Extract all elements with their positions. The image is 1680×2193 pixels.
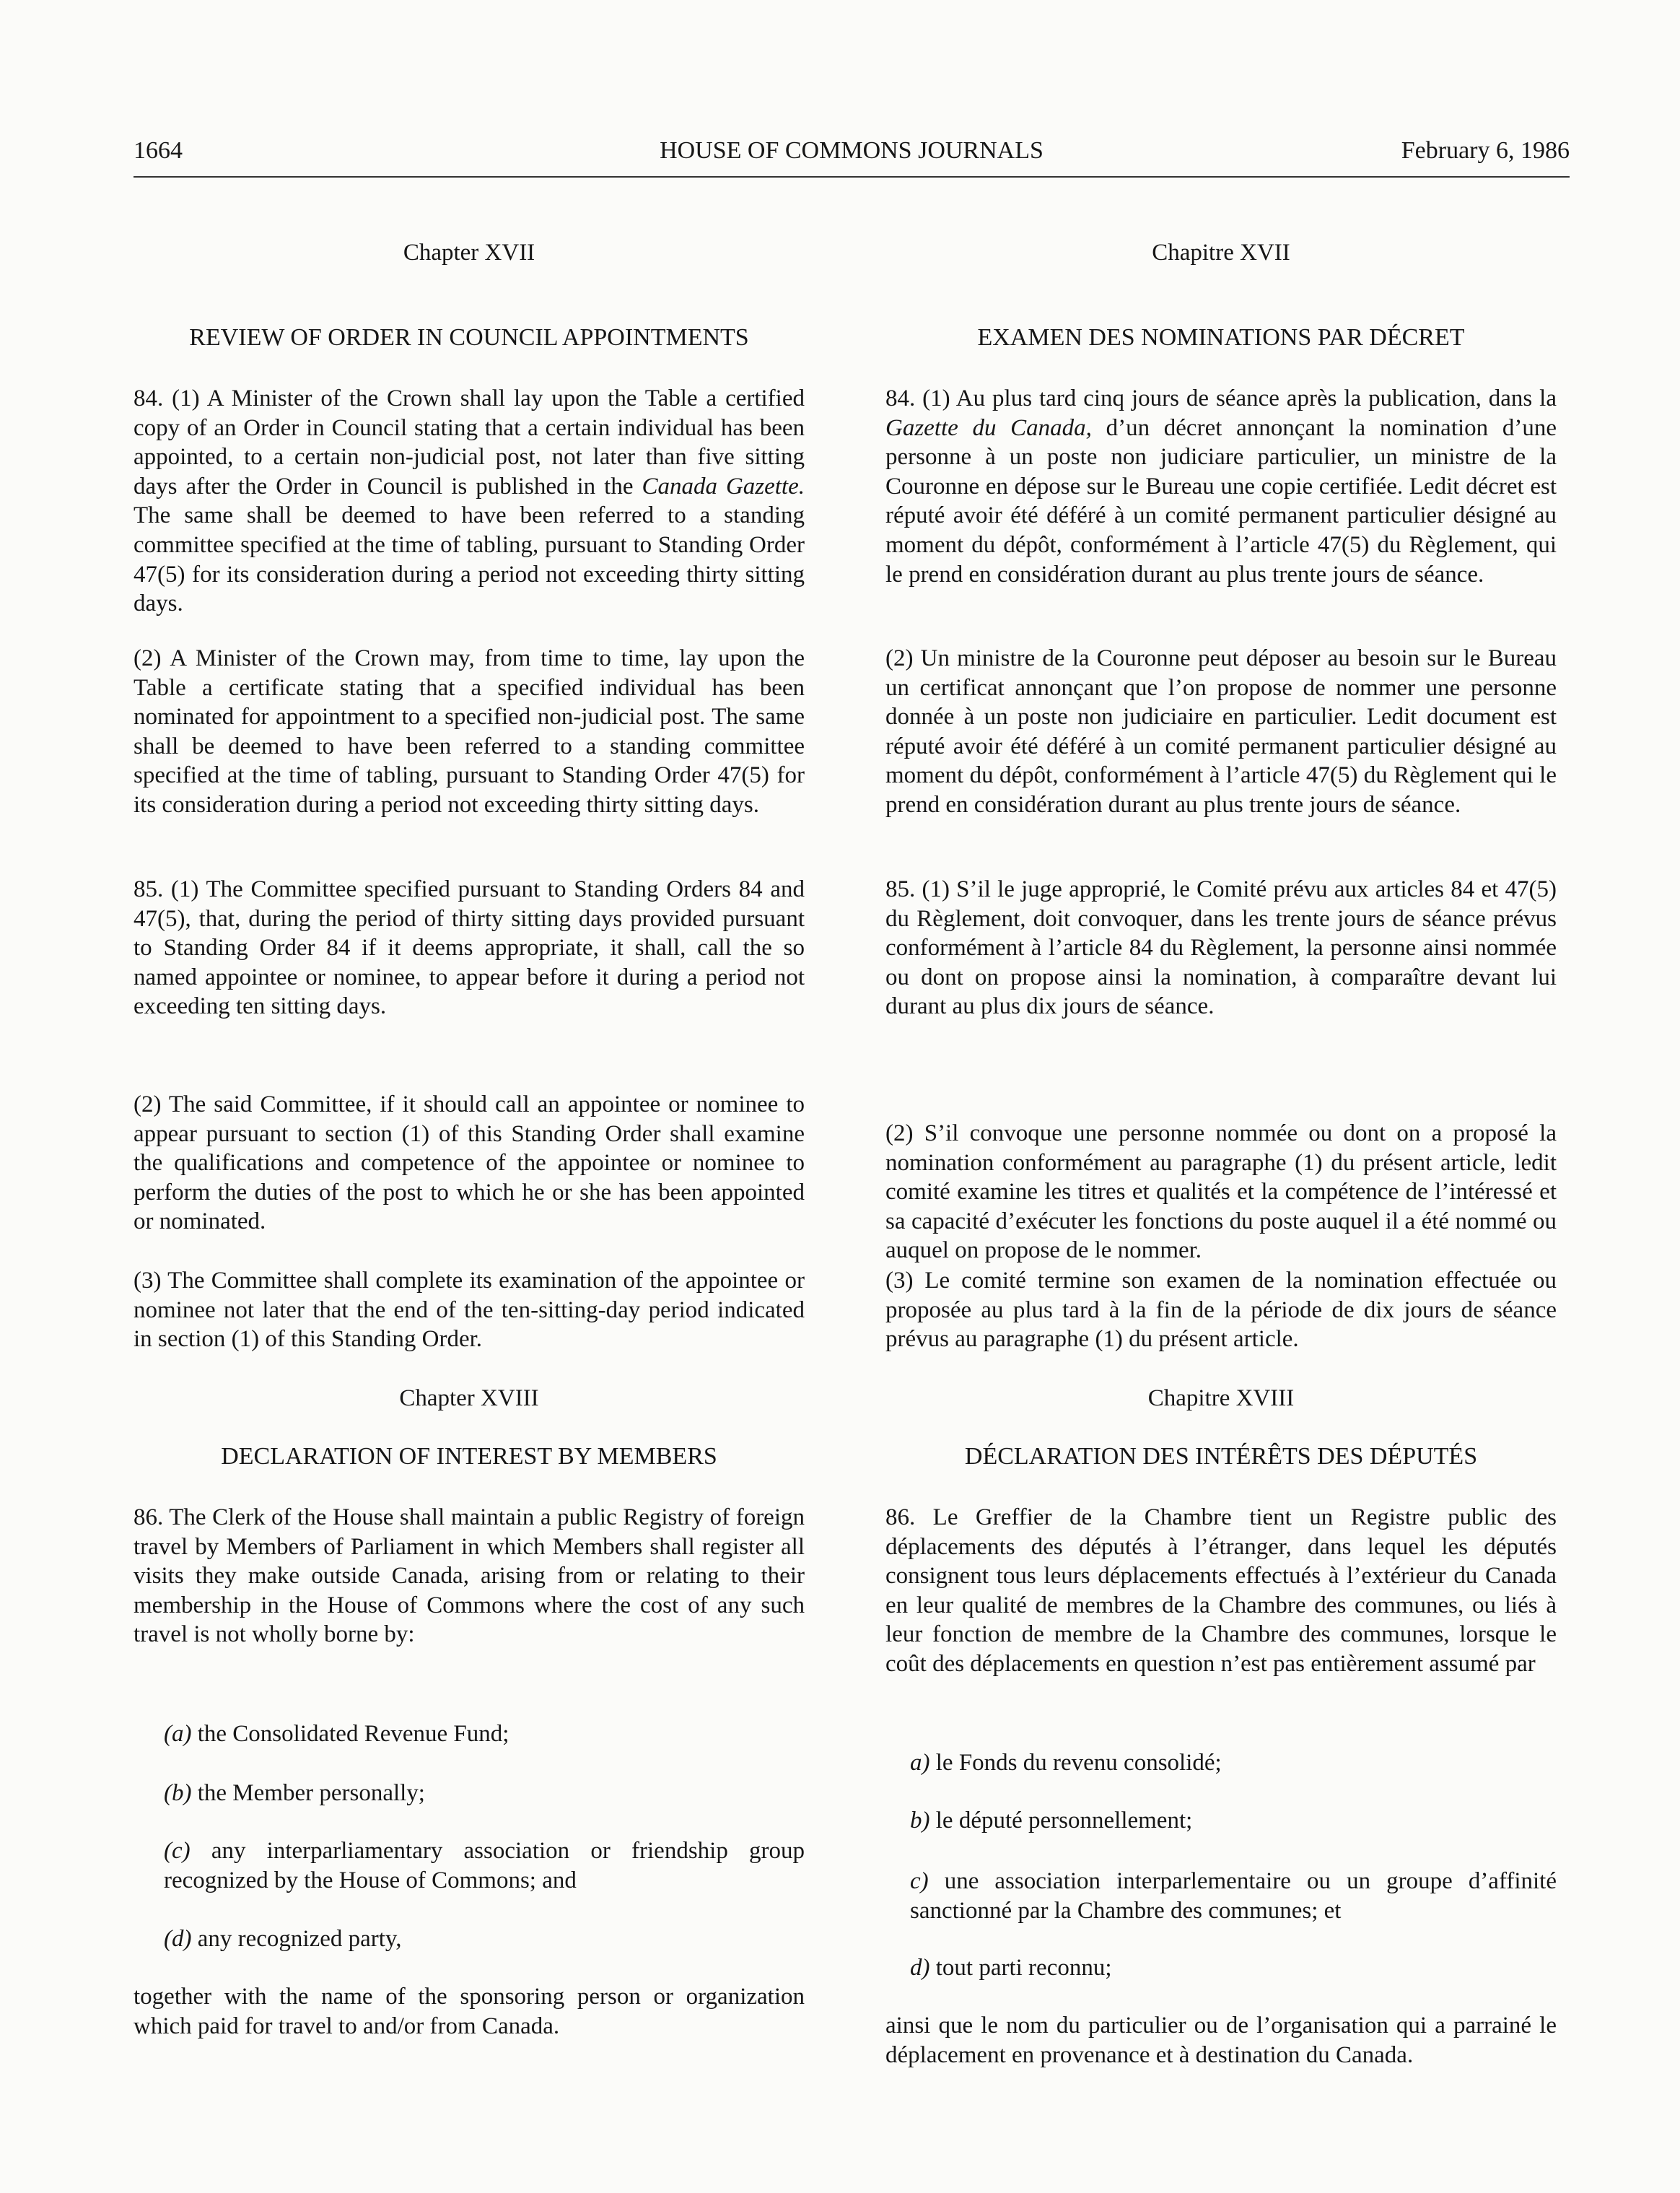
paragraph-85-2: (2) S’il convoque une personne nommée ou dont on a proposé la nomination conformément au paragraphe (1) du présent article, ledit comité examine les titres et qualités et la compétence de l’intéressé et sa capacité d’exécuter les fonctions du poste auquel il a été nommé ou auquel on propose de le nommer. bbox=[885, 1120, 1557, 1264]
chapter-heading: Chapitre XVIII bbox=[1147, 1385, 1295, 1411]
list-item: (a) the Consolidated Revenue Fund; bbox=[164, 1721, 509, 1747]
section-heading: REVIEW OF ORDER IN COUNCIL APPOINTMENTS bbox=[189, 324, 749, 351]
page-number: 1664 bbox=[134, 137, 183, 164]
list-item: d) tout parti reconnu; bbox=[910, 1955, 1112, 1981]
paragraph-86: 86. Le Greffier de la Chambre tient un Registre public des déplacements des députés à l’étranger, dans lequel les députés consignent tous leurs déplacements effectués à l’extérieur du Canada en leur qualité de membres de la Chambre des communes, ou liés à leur fonction de membre de la Chambre des communes, lorsque le coût des déplacements en question n’est pas entièrement assumé par bbox=[885, 1504, 1557, 1677]
list-item: (c) any interparliamentary association or friendship group recognized by the House of Commons; and bbox=[164, 1838, 805, 1893]
section-heading: DÉCLARATION DES INTÉRÊTS DES DÉPUTÉS bbox=[964, 1443, 1478, 1470]
closing-paragraph: ainsi que le nom du particulier ou de l’organisation qui a parrainé le déplacement en provenance et à destination du Canada. bbox=[885, 2013, 1557, 2068]
list-item: (d) any recognized party, bbox=[164, 1926, 402, 1952]
paragraph-84-1: 84. (1) Au plus tard cinq jours de séance après la publication, dans la Gazette du Canada, d’un décret annonçant la nomination d’une personne à un poste non judiciare particulier, un ministre de la Couronne en dépose sur le Bureau une copie certifiée. Ledit décret est réputé avoir été déféré à un comité permanent particulier désigné au moment du dépôt, conformément à l’article 47(5) du Règlement, qui le prend en considération durant au plus trente jours de séance. bbox=[885, 385, 1557, 588]
paragraph-84-2: (2) A Minister of the Crown may, from time to time, lay upon the Table a certificate stating that a specified individual has been nominated for appointment to a specified non-judicial post. The same shall be deemed to have been referred to a standing committee specified at the time of tabling, pursuant to Standing Order 47(5) for its consideration during a period not exceeding thirty sitting days. bbox=[134, 645, 805, 818]
journal-title: HOUSE OF COMMONS JOURNALS bbox=[660, 137, 1044, 164]
paragraph-85-1: 85. (1) S’il le juge approprié, le Comité prévu aux articles 84 et 47(5) du Règlement, doit convoquer, dans les trente jours de séance prévus conformément à l’article 84 du Règlement, la personne ainsi nommée ou dont on propose ainsi la nomination, à comparaître devant lui durant au plus dix jours de séance. bbox=[885, 876, 1557, 1020]
paragraph-85-3: (3) Le comité termine son examen de la nomination effectuée ou proposée au plus tard à la fin de la période de dix jours de séance prévus au paragraphe (1) du présent article. bbox=[885, 1268, 1557, 1353]
closing-paragraph: together with the name of the sponsoring person or organization which paid for travel to and/or from Canada. bbox=[134, 1984, 805, 2039]
paragraph-85-3: (3) The Committee shall complete its examination of the appointee or nominee not later that the end of the ten-sitting-day period indicated in section (1) of this Standing Order. bbox=[134, 1268, 805, 1353]
section-heading: DECLARATION OF INTEREST BY MEMBERS bbox=[221, 1443, 717, 1470]
list-item: (b) the Member personally; bbox=[164, 1780, 425, 1806]
paragraph-84-1: 84. (1) A Minister of the Crown shall lay upon the Table a certified copy of an Order in Council stating that a certain individual has been appointed, to a certain non-judicial post, not later than five sitting days after the Order in Council is published in the Canada Gazette. The same shall be deemed to have been referred to a standing committee specified at the time of tabling, pursuant to Standing Order 47(5) for its consideration during a period not exceeding thirty sitting days. bbox=[134, 385, 805, 617]
chapter-heading: Chapitre XVII bbox=[1152, 240, 1290, 266]
chapter-heading: Chapter XVIII bbox=[399, 1385, 539, 1411]
page-header bbox=[134, 137, 1570, 178]
list-item: b) le député personnellement; bbox=[910, 1808, 1193, 1834]
paragraph-85-1: 85. (1) The Committee specified pursuant to Standing Orders 84 and 47(5), that, during the period of thirty sitting days provided pursuant to Standing Order 84 if it deems appropriate, it shall, call the so named appointee or nominee, to appear before it during a period not exceeding ten sitting days. bbox=[134, 876, 805, 1020]
list-item: a) le Fonds du revenu consolidé; bbox=[910, 1750, 1222, 1776]
paragraph-84-2: (2) Un ministre de la Couronne peut déposer au besoin sur le Bureau un certificat annonçant que l’on propose de nommer une personne donnée à un poste non judiciaire en particulier. Ledit document est réputé avoir été déféré à un comité permanent particulier désigné au moment du dépôt, conformément à l’article 47(5) du Règlement qui le prend en considération durant au plus trente jours de séance. bbox=[885, 645, 1557, 818]
list-item: c) une association interparlementaire ou un groupe d’affinité sanctionné par la Chambre des communes; et bbox=[910, 1868, 1557, 1924]
paragraph-85-2: (2) The said Committee, if it should call an appointee or nominee to appear pursuant to section (1) of this Standing Order shall examine the qualifications and competence of the appointee or nominee to perform the duties of the post to which he or she has been appointed or nominated. bbox=[134, 1091, 805, 1235]
header-date: February 6, 1986 bbox=[1401, 137, 1570, 164]
paragraph-86: 86. The Clerk of the House shall maintain a public Registry of foreign travel by Members of Parliament in which Members shall register all visits they make outside Canada, arising from or relating to their membership in the House of Commons where the cost of any such travel is not wholly borne by: bbox=[134, 1504, 805, 1648]
section-heading: EXAMEN DES NOMINATIONS PAR DÉCRET bbox=[977, 324, 1465, 351]
chapter-heading: Chapter XVII bbox=[403, 240, 535, 266]
